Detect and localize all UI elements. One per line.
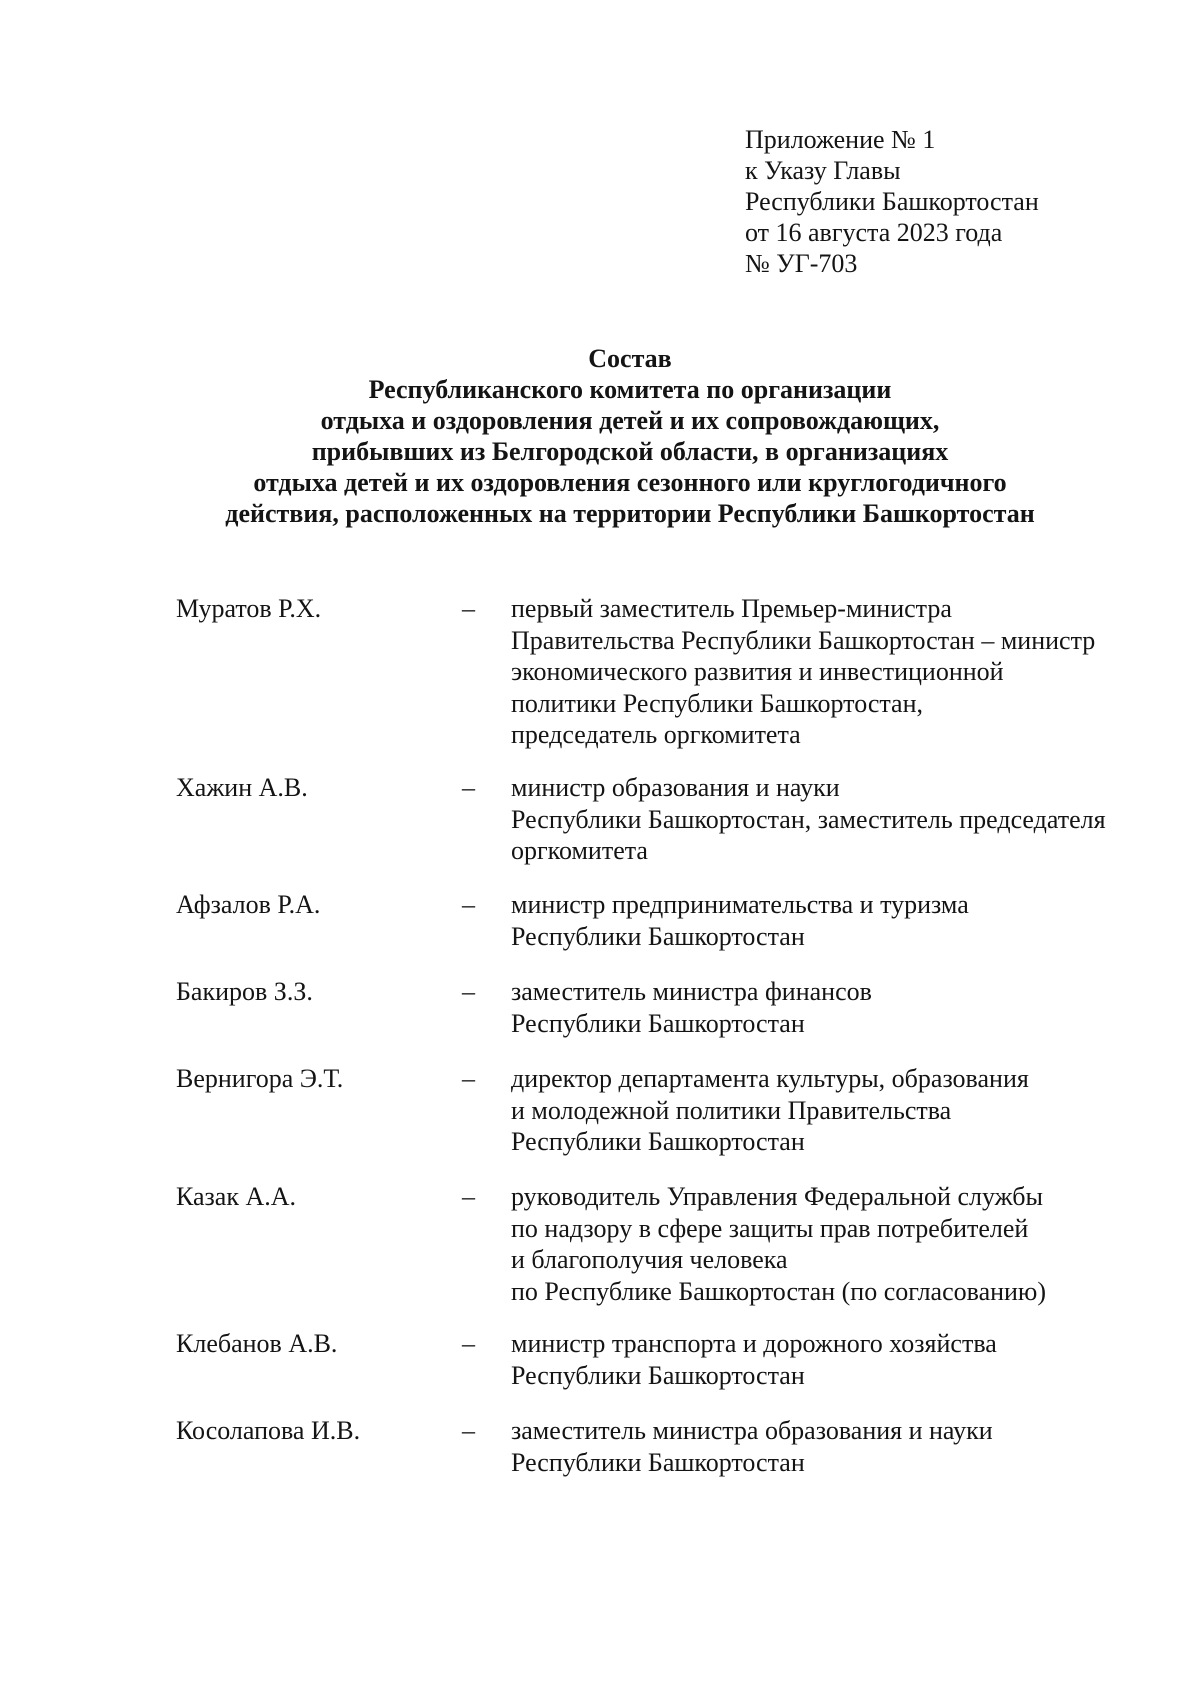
annex-line-decree: к Указу Главы bbox=[745, 156, 901, 185]
role-line: председатель оргкомитета bbox=[511, 720, 801, 749]
member-name: Бакиров З.З. bbox=[176, 977, 313, 1006]
member-role bbox=[511, 976, 872, 1039]
role-line: политики Республики Башкортостан, bbox=[511, 688, 924, 718]
member-role bbox=[511, 1328, 997, 1391]
document-title bbox=[160, 343, 1100, 529]
member-name: Казак А.А. bbox=[176, 1182, 297, 1211]
role-line: Республики Башкортостан bbox=[511, 921, 805, 951]
annex-line-number: Приложение № 1 bbox=[745, 125, 936, 154]
title-line: отдыха и оздоровления детей и их сопровождающих, bbox=[320, 406, 940, 435]
member-role bbox=[511, 772, 1106, 867]
role-line: экономического развития и инвестиционной bbox=[511, 657, 1004, 686]
role-line: Правительства Республики Башкортостан – министр bbox=[511, 625, 1096, 655]
title-line: действия, расположенных на территории Республики Башкортостан bbox=[225, 499, 1035, 528]
annex-line-date: от 16 августа 2023 года bbox=[745, 218, 1003, 247]
role-line: по Республике Башкортостан (по согласованию) bbox=[511, 1276, 1047, 1306]
dash-separator: – bbox=[462, 977, 475, 1006]
role-line: оргкомитета bbox=[511, 836, 648, 865]
title-line: Состав bbox=[588, 344, 672, 373]
role-line: заместитель министра финансов bbox=[511, 977, 872, 1006]
member-name: Муратов Р.Х. bbox=[176, 594, 322, 623]
member-role bbox=[511, 1063, 1029, 1158]
member-role bbox=[511, 1181, 1046, 1307]
role-line: Республики Башкортостан, заместитель председателя bbox=[511, 804, 1106, 834]
member-name: Хажин А.В. bbox=[176, 773, 308, 802]
role-line: и молодежной политики Правительства bbox=[511, 1095, 952, 1125]
member-name: Клебанов А.В. bbox=[176, 1329, 338, 1358]
dash-separator: – bbox=[462, 594, 475, 623]
role-line: по надзору в сфере защиты прав потребителей bbox=[511, 1213, 1029, 1243]
member-role bbox=[511, 889, 969, 952]
role-line: руководитель Управления Федеральной службы bbox=[511, 1182, 1043, 1211]
dash-separator: – bbox=[462, 1064, 475, 1093]
dash-separator: – bbox=[462, 1416, 475, 1445]
title-line: Республиканского комитета по организации bbox=[368, 375, 892, 404]
dash-separator: – bbox=[462, 1329, 475, 1358]
annex-line-doc-number: № УГ-703 bbox=[745, 249, 858, 278]
annex-block bbox=[745, 124, 1039, 279]
title-line: прибывших из Белгородской области, в организациях bbox=[311, 437, 949, 466]
annex-line-republic: Республики Башкортостан bbox=[745, 187, 1039, 216]
member-name: Афзалов Р.А. bbox=[176, 890, 321, 919]
role-line: заместитель министра образования и науки bbox=[511, 1416, 993, 1445]
member-name: Вернигора Э.Т. bbox=[176, 1064, 344, 1093]
role-line: Республики Башкортостан bbox=[511, 1447, 805, 1477]
role-line: министр транспорта и дорожного хозяйства bbox=[511, 1329, 997, 1358]
member-name: Косолапова И.В. bbox=[176, 1416, 361, 1445]
role-line: министр образования и науки bbox=[511, 773, 840, 802]
role-line: министр предпринимательства и туризма bbox=[511, 890, 969, 919]
role-line: первый заместитель Премьер-министра bbox=[511, 594, 952, 623]
dash-separator: – bbox=[462, 1182, 475, 1211]
role-line: Республики Башкортостан bbox=[511, 1008, 805, 1038]
dash-separator: – bbox=[462, 773, 475, 802]
role-line: директор департамента культуры, образования bbox=[511, 1064, 1029, 1093]
member-role bbox=[511, 1415, 993, 1478]
title-line: отдыха детей и их оздоровления сезонного или круглогодичного bbox=[253, 468, 1007, 497]
role-line: Республики Башкортостан bbox=[511, 1360, 805, 1390]
role-line: Республики Башкортостан bbox=[511, 1127, 805, 1156]
role-line: и благополучия человека bbox=[511, 1245, 788, 1274]
member-role bbox=[511, 593, 1095, 751]
dash-separator: – bbox=[462, 890, 475, 919]
